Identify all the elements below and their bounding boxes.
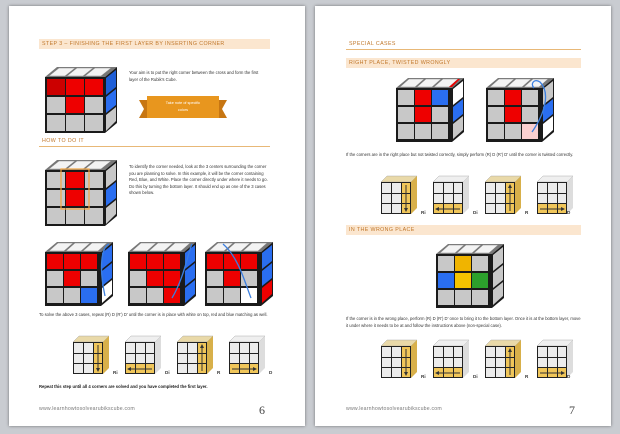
wrong-place-header: IN THE WRONG PLACE xyxy=(346,225,581,235)
twisted-header: RIGHT PLACE, TWISTED WRONGLY xyxy=(346,58,581,68)
move-label-r: R xyxy=(525,374,529,379)
move-cube-r xyxy=(481,174,523,216)
move-label-ri: Ri xyxy=(113,370,118,375)
step-3-header: STEP 3 – FINISHING THE FIRST LAYER BY INSERTING CORNER xyxy=(39,39,270,49)
intro-text: Your aim is to put the right corner between the cross and form the first layer of the Rubik's Cube. xyxy=(129,70,259,82)
repeat-text: Repeat this step until all 4 corners are solved and you have completed the first layer. xyxy=(39,384,208,389)
how-to-text: To identify the corner needed, look at the 3 centers surrounding the corner you are planning to solve. In this example, it will be the corner containing Red, Blue, and White. Place the corner directly under where it needs to go. Do this by turning the bottom layer. It should end up as one of the 3 cases shown below. xyxy=(129,164,268,196)
move-cube-d xyxy=(225,334,267,376)
wrong-place-cube xyxy=(430,240,510,310)
footer-url[interactable]: www.learnhowtosolvearubikscube.com xyxy=(346,406,442,412)
algorithm-row xyxy=(69,334,273,382)
move-label-di: Di xyxy=(473,210,478,215)
move-cube-ri xyxy=(377,338,419,380)
footer-url[interactable]: www.learnhowtosolvearubikscube.com xyxy=(39,406,135,412)
cube-centers-illustration xyxy=(39,156,123,228)
move-label-di: Di xyxy=(165,370,170,375)
move-label-d: D xyxy=(567,374,571,379)
move-label-di: Di xyxy=(473,374,478,379)
wrong-place-algorithm-row xyxy=(377,338,577,386)
page-6 xyxy=(9,6,305,426)
page-7 xyxy=(315,6,611,426)
move-label-d: D xyxy=(269,370,273,375)
move-cube-r xyxy=(173,334,215,376)
divider xyxy=(346,49,581,50)
move-label-d: D xyxy=(567,210,571,215)
move-label-r: R xyxy=(525,210,529,215)
case-1-cube xyxy=(39,238,119,308)
move-cube-di xyxy=(429,174,471,216)
move-label-ri: Ri xyxy=(421,374,426,379)
twisted-text: If the corners are in the right place but not twisted correctly, simply perform (R) D (R') D' until the corner is twisted correctly. xyxy=(346,152,574,157)
solve-text: To solve the above 3 cases, repeat (R) D (R') D' until the corner is in place with white on top, red and blue matching as well. xyxy=(39,312,268,317)
twisted-algorithm-row xyxy=(377,174,577,222)
ribbon-text: Take note of specific xyxy=(165,101,201,105)
move-cube-di xyxy=(121,334,163,376)
ribbon-banner xyxy=(139,94,227,122)
svg-text:colors: colors xyxy=(177,108,189,112)
page-number: 6 xyxy=(259,403,265,417)
move-cube-di xyxy=(429,338,471,380)
move-label-ri: Ri xyxy=(421,210,426,215)
wrong-place-text: If the corner is in the wrong place, perform (R) D (R') D' once to bring it to the bottom layer. Once it is at the bottom layer, move it under where it needs to be at and follow the instructions above (non-special case). xyxy=(346,316,581,328)
move-cube-ri xyxy=(69,334,111,376)
page-number: 7 xyxy=(569,403,575,417)
case-3-cube xyxy=(199,238,279,308)
twisted-cube-2 xyxy=(480,74,560,144)
move-label-r: R xyxy=(217,370,221,375)
move-cube-r xyxy=(481,338,523,380)
divider xyxy=(39,146,270,147)
special-cases-header: SPECIAL CASES xyxy=(349,41,396,47)
how-to-header: HOW TO DO IT xyxy=(42,138,84,144)
move-cube-ri xyxy=(377,174,419,216)
case-2-cube xyxy=(122,238,202,308)
twisted-cube-1 xyxy=(390,74,470,144)
cube-illustration xyxy=(39,63,123,135)
